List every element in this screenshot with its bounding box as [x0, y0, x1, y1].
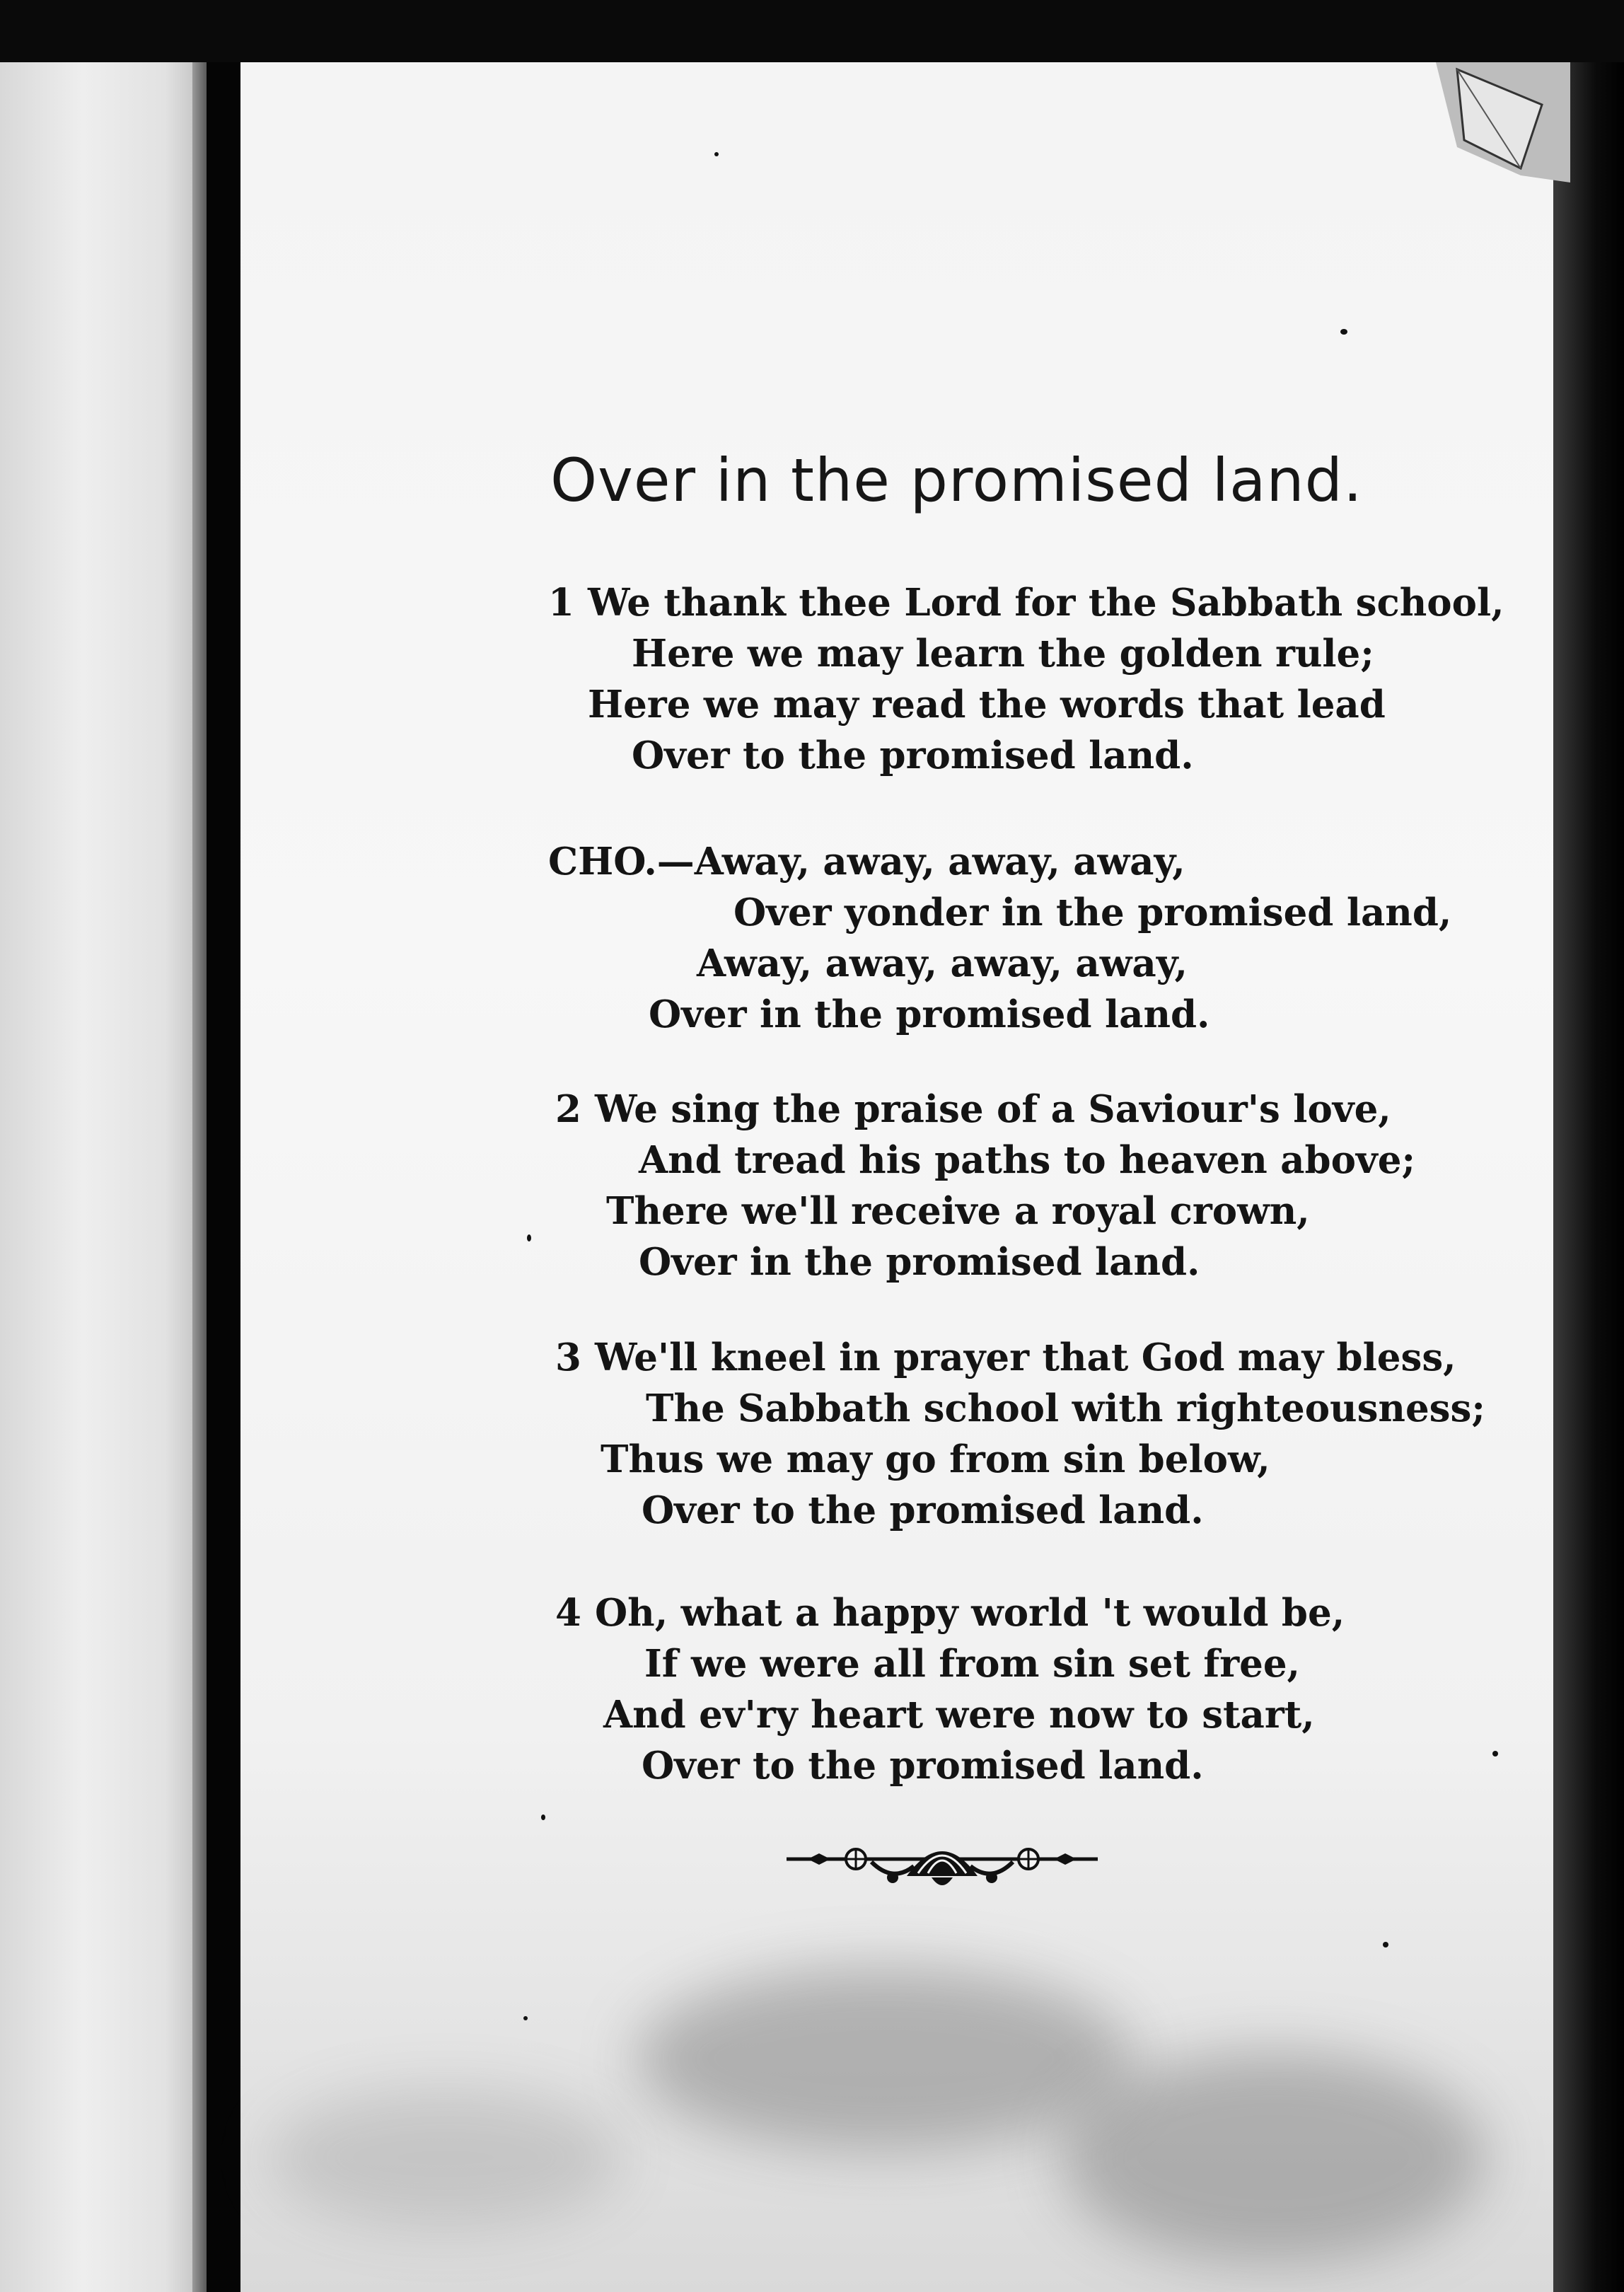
- verse-line: Over to the promised land.: [632, 734, 1194, 777]
- verse-line: 2 We sing the praise of a Saviour's love,: [555, 1084, 1415, 1135]
- verse-line: And tread his paths to heaven above;: [639, 1138, 1416, 1182]
- verse-line: 1 We thank thee Lord for the Sabbath school,: [548, 577, 1504, 628]
- verse-line: Here we may learn the golden rule;: [632, 632, 1374, 676]
- verse-2: [555, 1084, 1415, 1287]
- verse-line: 4 Oh, what a happy world 't would be,: [555, 1587, 1345, 1638]
- verse-line: 3 We'll kneel in prayer that God may bless,: [555, 1332, 1485, 1383]
- dust-speck: [1383, 1942, 1388, 1947]
- dust-speck: [527, 1234, 531, 1242]
- chorus-line: Over yonder in the promised land,: [733, 891, 1452, 934]
- verse-3: [555, 1332, 1485, 1536]
- chorus: [548, 836, 1451, 1040]
- binding-gutter: [207, 62, 240, 2292]
- verse-line: Over to the promised land.: [642, 1488, 1204, 1532]
- facing-page-edge: [0, 62, 207, 2292]
- facing-page-fold: [192, 62, 207, 2292]
- page-right-shadow: [1553, 62, 1624, 2292]
- verse-1: [548, 577, 1504, 781]
- verse-line: There we'll receive a royal crown,: [606, 1189, 1310, 1233]
- verse-4: [555, 1587, 1345, 1791]
- verse-line: The Sabbath school with righteousness;: [646, 1387, 1485, 1430]
- verse-line: Over to the promised land.: [642, 1744, 1204, 1788]
- page-stain: [269, 2087, 622, 2228]
- page-stain: [1061, 2051, 1485, 2264]
- dust-speck: [1492, 1751, 1498, 1756]
- dust-speck: [1340, 329, 1347, 335]
- ornament-divider-icon: [787, 1834, 1098, 1897]
- chorus-line: Away, away, away, away,: [697, 942, 1188, 985]
- verse-line: If we were all from sin set free,: [644, 1642, 1301, 1686]
- verse-number: 3: [555, 1336, 581, 1379]
- chorus-line: Over in the promised land.: [649, 992, 1210, 1036]
- chorus-line: CHO.—Away, away, away, away,: [548, 840, 1185, 884]
- verse-line: And ev'ry heart were now to start,: [603, 1693, 1315, 1737]
- hymn-title: Over in the promised land.: [550, 446, 1363, 515]
- verse-number: 2: [555, 1087, 581, 1131]
- page-stain: [637, 1967, 1132, 2151]
- verse-line: Here we may read the words that lead: [588, 683, 1386, 727]
- verse-line: Thus we may go from sin below,: [601, 1437, 1270, 1481]
- verse-number: 4: [555, 1591, 581, 1635]
- verse-number: 1: [548, 581, 574, 625]
- verse-line: Over in the promised land.: [639, 1240, 1200, 1284]
- dust-speck: [714, 152, 719, 156]
- folded-corner-icon: [1436, 62, 1570, 197]
- dust-speck: [523, 2016, 528, 2020]
- dust-speck: [541, 1814, 545, 1820]
- chorus-label: CHO.: [548, 840, 657, 884]
